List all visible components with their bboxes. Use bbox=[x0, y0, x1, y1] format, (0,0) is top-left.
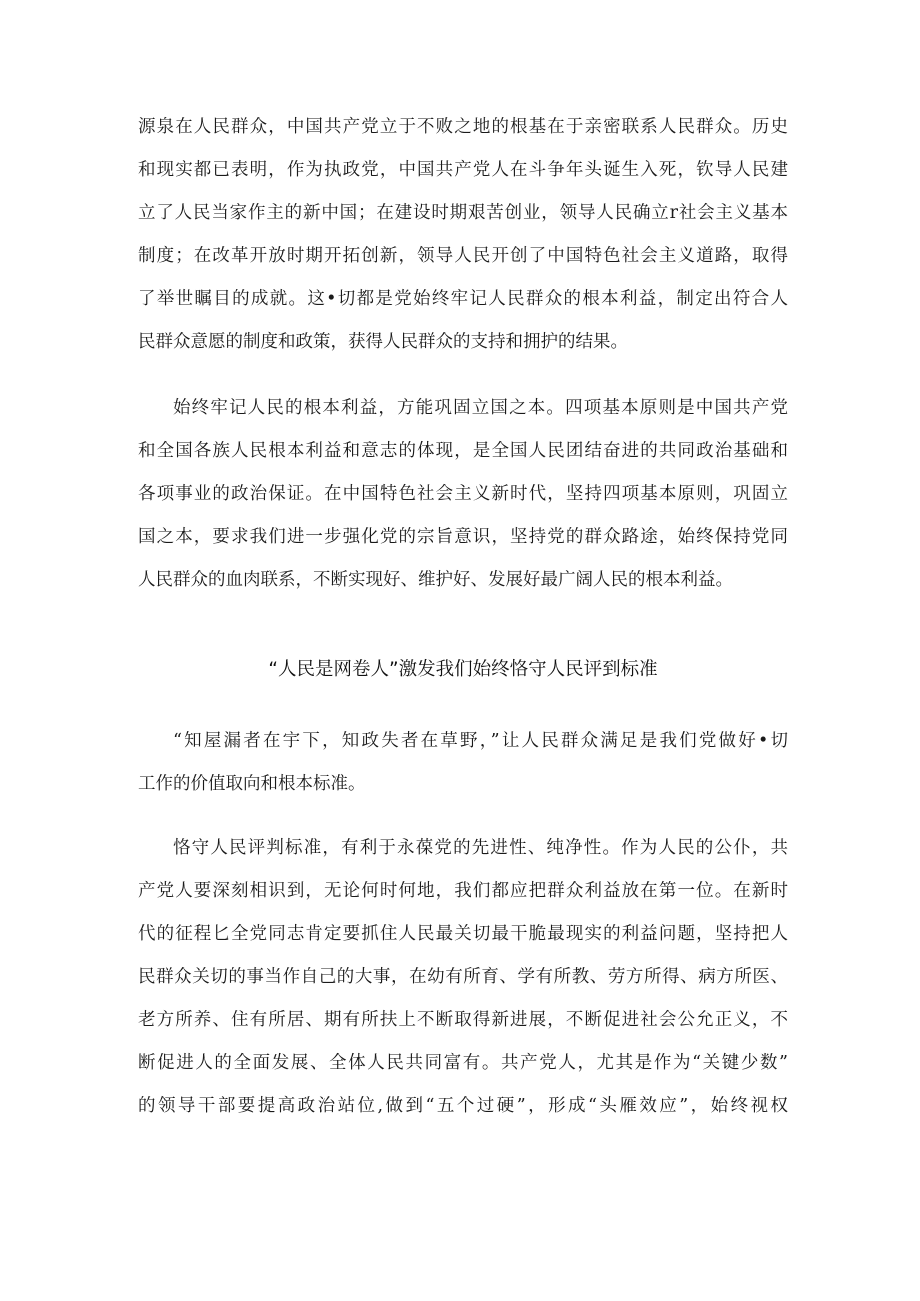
paragraph-4 bbox=[138, 827, 788, 1128]
text-line: 民群众意愿的制度和政策，获得人民群众的支持和拥护的结果。 bbox=[138, 332, 628, 352]
text-line: 人民群众的血肉联系，不断实现好、维护好、发展好最广阔人民的根本利益。 bbox=[138, 570, 733, 590]
text-line: 各项事业的政治保证。在中国特色社会主义新时代，坚持四项基本原则，巩固立 bbox=[138, 484, 788, 504]
text-line: 恪守人民评判标准，有利于永葆党的先进性、纯净性。作为人民的公仆，共 bbox=[173, 838, 788, 858]
text-line: 和现实都已表明，作为执政党，中国共产党人在斗争年头诞生入死，钦导人民建 bbox=[138, 160, 788, 180]
text-line: 和全国各族人民根本利益和意志的体现，是全国人民团结奋进的共同政治基础和 bbox=[138, 441, 788, 461]
paragraph-2 bbox=[138, 387, 788, 602]
text-line: 民群众关切的事当作自己的大事，在幼有所育、学有所教、劳方所得、病方所医、 bbox=[138, 967, 788, 987]
paragraph-3 bbox=[138, 720, 788, 806]
text-line: 源泉在人民群众，中国共产党立于不败之地的根基在于亲密联系人民群众。历史 bbox=[138, 117, 788, 137]
text-line: 始终牢记人民的根本利益，方能巩固立国之本。四项基本原则是中国共产党 bbox=[173, 398, 788, 418]
text-line: 工作的价值取向和根本标准。 bbox=[138, 774, 366, 794]
text-line: 了举世瞩目的成就。这•切都是党始终牢记人民群众的根本利益，制定出符合人 bbox=[138, 289, 788, 309]
text-line: 国之本，要求我们进一步强化党的宗旨意识，坚持党的群众路途，始终保持党同 bbox=[138, 527, 788, 547]
paragraph-1 bbox=[138, 106, 788, 364]
text-line: “知屋漏者在宇下，知政失者在草野，”让人民群众满足是我们党做好•切 bbox=[173, 731, 788, 751]
text-line: 的领导干部要提高政治站位,做到“五个过硬”，形成“头雁效应”，始终视权 bbox=[138, 1096, 788, 1116]
text-line: 立了人民当家作主的新中国；在建设时期艰苦创业，领导人民确立r社会主义基本 bbox=[138, 203, 788, 223]
text-line: 代的征程匕全党同志肯定要抓住人民最关切最干脆最现实的利益问题，坚持把人 bbox=[138, 924, 788, 944]
text-line: 产党人要深刻相识到，无论何时何地，我们都应把群众利益放在第一位。在新时 bbox=[138, 881, 788, 901]
text-line: 制度；在改革开放时期开拓创新，领导人民开创了中国特色社会主义道路，取得 bbox=[138, 246, 788, 266]
section-heading: “人民是网卷人”激发我们始终恪守人民评到标准 bbox=[268, 659, 658, 680]
text-line: 断促进人的全面发展、全体人民共同富有。共产党人，尤其是作为“关键少数” bbox=[138, 1053, 788, 1073]
text-line: 老方所养、住有所居、期有所扶上不断取得新进展，不断促进社会公允正义，不 bbox=[138, 1010, 788, 1030]
